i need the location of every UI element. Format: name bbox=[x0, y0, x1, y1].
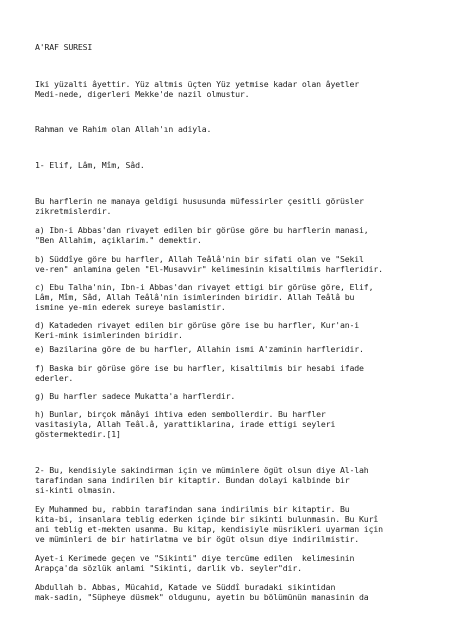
commentary-line: Arapça'da sözlük anlami "Sikinti, darlik vb. seyler"dir. bbox=[35, 563, 302, 573]
commentary-line: kita-bi, insanlara teblig ederken içinde bir sikinti bulunmasin. Bu Kurî bbox=[35, 514, 379, 524]
intro-line: Iki yüzalti âyettir. Yüz altmis üçten Yüz yetmise kadar olan âyetler bbox=[35, 79, 360, 89]
commentary-line: ve müminleri de bir hatirlatma ve bir ögüt olsun diye indirilmistir. bbox=[35, 534, 360, 544]
commentary-item-h: göstermektedir.[1] bbox=[35, 429, 121, 439]
commentary-item-h: vasitasiyla, Allah Teâl.â, yarattiklarina, irade ettigi seyleri bbox=[35, 419, 336, 429]
commentary-line: Bu harflerin ne manaya geldigi hususunda müfessirler çesitli görüsler bbox=[35, 196, 364, 206]
commentary-item-g: g) Bu harfler sadece Mukatta'a harflerdir. bbox=[35, 391, 236, 401]
commentary-item-f: f) Baska bir görüse göre ise bu harfler, kisaltilmis bir hesabi ifade bbox=[35, 363, 364, 373]
commentary-line: zikretmislerdir. bbox=[35, 206, 112, 216]
commentary-item-b: ve-ren" anlamina gelen "El-Musavvir" kelimesinin kisaltilmis harfleridir. bbox=[35, 264, 383, 274]
commentary-item-d: Keri-mink isimlerinden biridir. bbox=[35, 330, 183, 340]
commentary-item-c: Lâm, Mîm, Sâd, Allah Teâlâ'nin isimlerinden biridir. Allah Teâlâ bu bbox=[35, 292, 355, 302]
verse-2: tarafindan sana indirilen bir kitaptir. Bundan dolayi kalbinde bir bbox=[35, 475, 350, 485]
sure-title: A'RAF SURESI bbox=[35, 42, 93, 52]
commentary-line: mak-sadin, "Süpheye düsmek" oldugunu, ayetin bu bölümünün manasinin da bbox=[35, 592, 369, 602]
commentary-item-f: ederler. bbox=[35, 373, 74, 383]
commentary-item-a: "Ben Allahim, açiklarim." demektir. bbox=[35, 235, 202, 245]
verse-2: si-kinti olmasin. bbox=[35, 485, 117, 495]
commentary-item-c: ismine ye-min ederek sureye baslamistir. bbox=[35, 302, 226, 312]
commentary-item-h: h) Bunlar, birçok mânâyi ihtiva eden sembollerdir. Bu harfler bbox=[35, 409, 326, 419]
verse-2: 2- Bu, kendisiyle sakindirman için ve müminlere ögüt olsun diye Al-lah bbox=[35, 465, 369, 475]
basmala-line: Rahman ve Rahim olan Allah'ın adiyla. bbox=[35, 124, 212, 134]
verse-1: 1- Elif, Lâm, Mîm, Sâd. bbox=[35, 160, 145, 170]
commentary-item-c: c) Ebu Talha'nin, Ibn-i Abbas'dan rivayet ettigi bir görüse göre, Elif, bbox=[35, 282, 374, 292]
commentary-line: Abdullah b. Abbas, Mücahid, Katade ve Süddî buradaki sikintidan bbox=[35, 582, 336, 592]
commentary-line: Ey Muhammed bu, rabbin tarafindan sana indirilmis bir kitaptir. Bu bbox=[35, 504, 350, 514]
commentary-item-d: d) Katadeden rivayet edilen bir görüse göre ise bu harfler, Kur'an-i bbox=[35, 320, 360, 330]
commentary-item-a: a) Ibn-i Abbas'dan rivayet edilen bir görüse göre bu harflerin manasi, bbox=[35, 225, 369, 235]
commentary-item-e: e) Bazilarina göre de bu harfler, Allahin ismi A'zaminin harfleridir. bbox=[35, 344, 364, 354]
commentary-item-b: b) Süddîye göre bu harfler, Allah Teâlâ'nin bir sifati olan ve "Sekil bbox=[35, 254, 364, 264]
commentary-line: Ayet-i Kerimede geçen ve "Sikinti" diye tercüme edilen kelimesinin bbox=[35, 553, 355, 563]
intro-line: Medi-nede, digerleri Mekke'de nazil olmustur. bbox=[35, 89, 250, 99]
commentary-line: ani teblig et-mekten usanma. Bu kitap, kendisiyle müsrikleri uyarman için bbox=[35, 524, 383, 534]
